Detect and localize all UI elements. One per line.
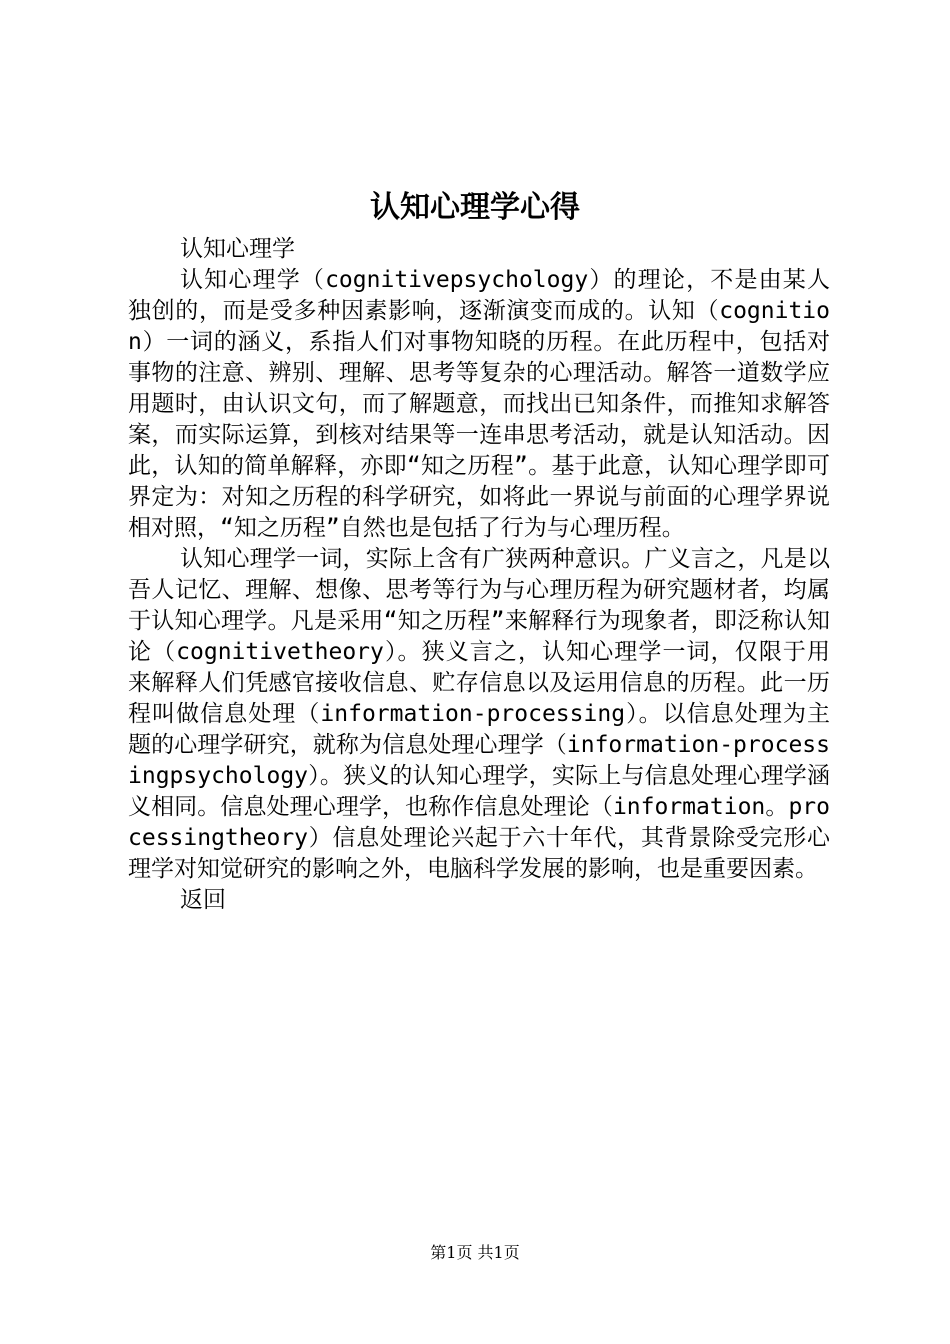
return-link[interactable]: 返回 [180, 887, 226, 913]
section-heading: 认知心理学 [180, 236, 295, 262]
page-footer: 第1页 共1页 [430, 1243, 520, 1262]
document-body [128, 234, 830, 916]
document-title: 认知心理学心得 [370, 190, 580, 225]
body-paragraph: 认知心理学一词，实际上含有广狭两种意识。广义言之，凡是以吾人记忆、理解、想像、思考等行为与心理历程为研究题材者，均属于认知心理学。凡是采用“知之历程”来解释行为现象者，即泛称认知论（cognitivetheory）。狭义言之，认知心理学一词，仅限于用来解释人们凭感官接收信息、贮存信息以及运用信息的历程。此一历程叫做信息处理（information-processing）。以信息处理为主题的心理学研究，就称为信息处理心理学（information-processingpsychology）。狭义的认知心理学，实际上与信息处理心理学涵义相同。信息处理心理学，也称作信息处理论（information。processingtheory）信息处理论兴起于六十年代，其背景除受完形心理学对知觉研究的影响之外，电脑科学发展的影响，也是重要因素。 [128, 546, 830, 882]
body-paragraph: 认知心理学（cognitivepsychology）的理论，不是由某人独创的，而是受多种因素影响，逐渐演变而成的。认知（cognition）一词的涵义，系指人们对事物知晓的历程。在此历程中，包括对事物的注意、辨别、理解、思考等复杂的心理活动。解答一道数学应用题时，由认识文句，而了解题意，而找出已知条件，而推知求解答案，而实际运算，到核对结果等一连串思考活动，就是认知活动。因此，认知的简单解释，亦即“知之历程”。基于此意，认知心理学即可界定为：对知之历程的科学研究，如将此一界说与前面的心理学界说相对照，“知之历程”自然也是包括了行为与心理历程。 [128, 267, 830, 541]
